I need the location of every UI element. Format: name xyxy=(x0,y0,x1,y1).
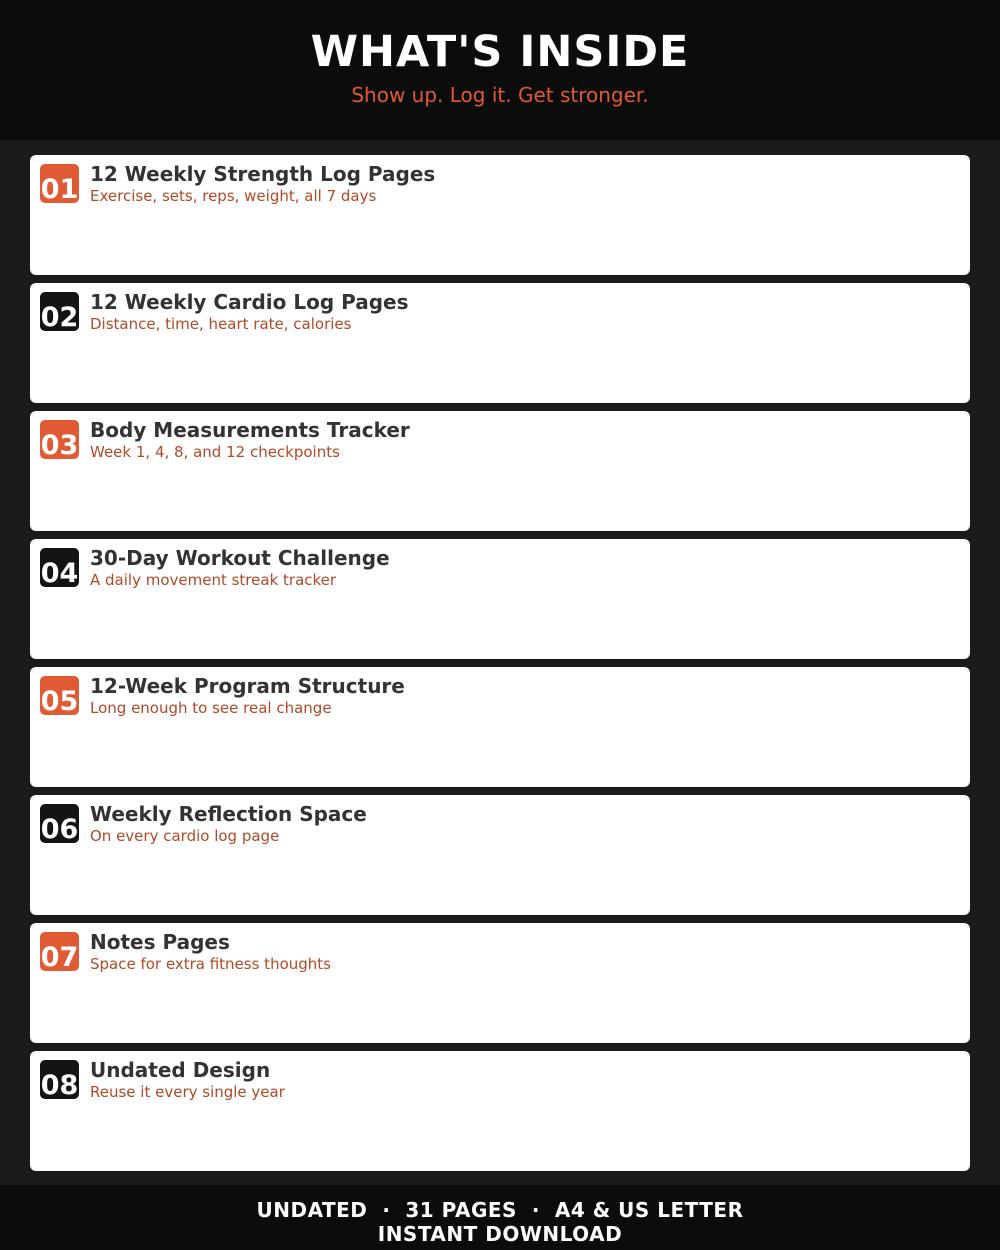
item-number-badge: 05 xyxy=(40,676,79,715)
content-item-05 xyxy=(30,667,970,787)
header xyxy=(0,0,1000,140)
item-description: Exercise, sets, reps, weight, all 7 days xyxy=(90,187,377,205)
item-number-badge: 03 xyxy=(40,420,79,459)
item-title: 12 Weekly Strength Log Pages xyxy=(90,162,436,186)
item-number-badge: 06 xyxy=(40,804,79,843)
item-description: On every cardio log page xyxy=(90,827,280,845)
item-description: Week 1, 4, 8, and 12 checkpoints xyxy=(90,443,340,461)
item-title: Weekly Reflection Space xyxy=(90,802,367,826)
content-item-02 xyxy=(30,283,970,403)
item-title: Undated Design xyxy=(90,1058,271,1082)
item-description: A daily movement streak tracker xyxy=(90,571,337,589)
item-number-badge: 08 xyxy=(40,1060,79,1099)
item-description: Distance, time, heart rate, calories xyxy=(90,315,352,333)
item-number-badge: 04 xyxy=(40,548,79,587)
page-title: WHAT'S INSIDE xyxy=(310,27,690,77)
content-item-06 xyxy=(30,795,970,915)
contents-list xyxy=(30,155,970,1179)
content-item-07 xyxy=(30,923,970,1043)
content-item-01 xyxy=(30,155,970,275)
item-description: Space for extra fitness thoughts xyxy=(90,955,331,973)
content-item-03 xyxy=(30,411,970,531)
item-title: 12-Week Program Structure xyxy=(90,674,405,698)
content-item-08 xyxy=(30,1051,970,1171)
item-title: 30-Day Workout Challenge xyxy=(90,546,390,570)
item-number-badge: 02 xyxy=(40,292,79,331)
footer xyxy=(0,1185,1000,1250)
footer-specs: UNDATED · 31 PAGES · A4 & US LETTER xyxy=(256,1198,744,1222)
item-title: Body Measurements Tracker xyxy=(90,418,410,442)
item-number-badge: 07 xyxy=(40,932,79,971)
item-description: Long enough to see real change xyxy=(90,699,332,717)
page-subtitle: Show up. Log it. Get stronger. xyxy=(351,83,649,107)
footer-delivery: INSTANT DOWNLOAD xyxy=(377,1222,623,1246)
item-title: Notes Pages xyxy=(90,930,230,954)
item-description: Reuse it every single year xyxy=(90,1083,285,1101)
item-number-badge: 01 xyxy=(40,164,79,203)
content-item-04 xyxy=(30,539,970,659)
item-title: 12 Weekly Cardio Log Pages xyxy=(90,290,409,314)
